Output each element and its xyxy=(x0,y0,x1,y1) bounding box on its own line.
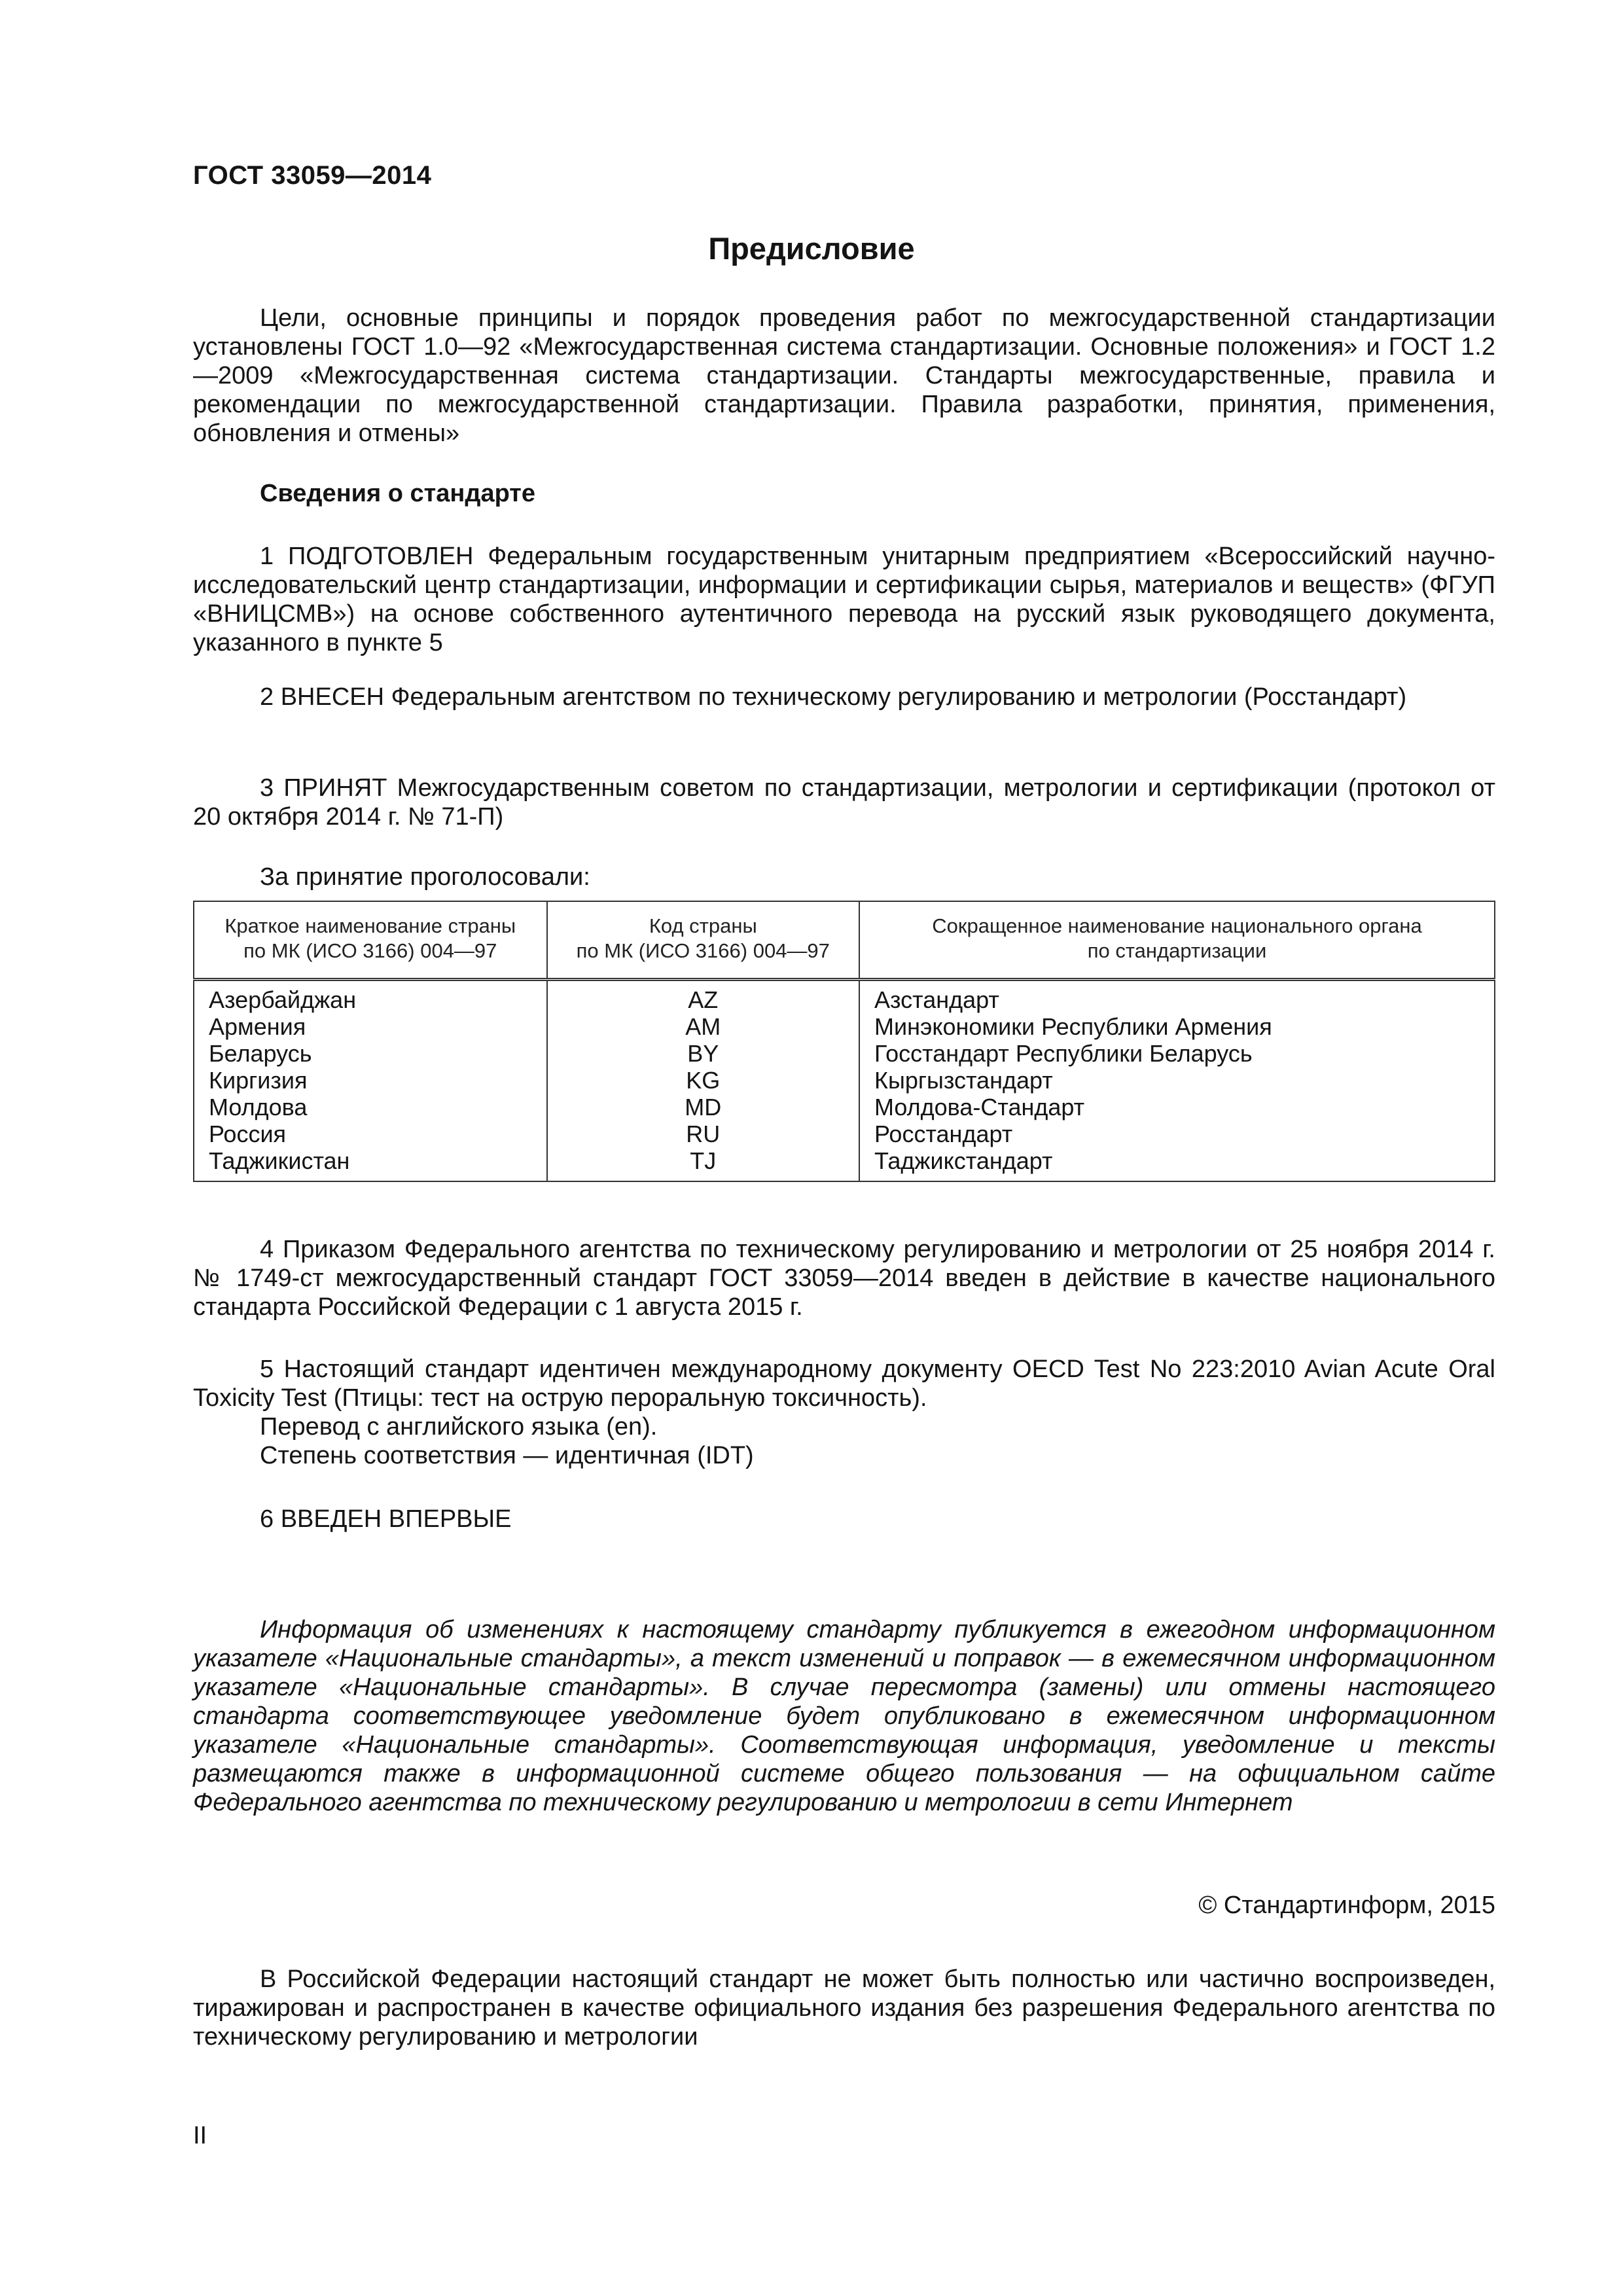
national-body-cell: Росстандарт xyxy=(859,1121,1495,1147)
country-code-cell: MD xyxy=(547,1094,859,1121)
country-cell: Беларусь xyxy=(194,1040,547,1067)
item-5-paragraph: 5 Настоящий стандарт идентичен международному документу OECD Test No 223:2010 Avian Acute Oral Toxicity Test (Птицы: тест на острую пероральную токсичность). xyxy=(193,1355,1495,1412)
table-row xyxy=(194,1094,1495,1121)
country-code-cell: BY xyxy=(547,1040,859,1067)
vote-intro: За принятие проголосовали: xyxy=(260,863,590,891)
table-row xyxy=(194,980,1495,1014)
translation-note: Перевод с английского языка (en). xyxy=(260,1413,658,1441)
column-header-code-line2: по МК (ИСО 3166) 004—97 xyxy=(576,939,830,962)
national-body-cell: Молдова-Стандарт xyxy=(859,1094,1495,1121)
country-code-cell: RU xyxy=(547,1121,859,1147)
item-4-paragraph: 4 Приказом Федерального агентства по техническому регулированию и метрологии от 25 ноября 2014 г. № 1749-ст межгосударственный стандарт ГОСТ 33059—2014 введен в действие в качестве национального стандарта Российской Федерации с 1 августа 2015 г. xyxy=(193,1236,1495,1321)
country-code-cell: AM xyxy=(547,1013,859,1040)
intro-paragraph: Цели, основные принципы и порядок проведения работ по межгосударственной стандартизации установлены ГОСТ 1.0—92 «Межгосударственная система стандартизации. Основные положения» и ГОСТ 1.2—2009 «Межгосударственная система стандартизации. Стандарты межгосударственные, правила и рекомендации по межгосударственной стандартизации. Правила разработки, принятия, применения, обновления и отмены» xyxy=(193,304,1495,447)
legal-notice: В Российской Федерации настоящий стандарт не может быть полностью или частично воспроизведен, тиражирован и распространен в качестве официального издания без разрешения Федерального агентства по техническому регулированию и метрологии xyxy=(193,1965,1495,2051)
column-header-country-line2: по МК (ИСО 3166) 004—97 xyxy=(243,939,497,962)
column-header-code-line1: Код страны xyxy=(649,914,757,937)
table-row xyxy=(194,1040,1495,1067)
country-code-cell: AZ xyxy=(547,980,859,1014)
amendments-info-note: Информация об изменениях к настоящему стандарту публикуется в ежегодном информационном указателе «Национальные стандарты», а текст изменений и поправок — в ежемесячном информационном указателе «Национальные стандарты». В случае пересмотра (замены) или отмены настоящего стандарта соответствующее уведомление будет опубликовано в ежемесячном информационном указателе «Национальные стандарты». Соответствующая информация, уведомление и тексты размещаются также в информационной системе общего пользования — на официальном сайте Федерального агентства по техническому регулированию и метрологии в сети Интернет xyxy=(193,1616,1495,1816)
column-header-code xyxy=(547,901,859,980)
voting-countries-table xyxy=(193,901,1495,1182)
item-2-paragraph: 2 ВНЕСЕН Федеральным агентством по техническому регулированию и метрологии (Росстандарт) xyxy=(260,683,1407,711)
section-heading: Сведения о стандарте xyxy=(260,480,536,507)
table-row xyxy=(194,1067,1495,1094)
national-body-cell: Минэкономики Республики Армения xyxy=(859,1013,1495,1040)
item-6-line: 6 ВВЕДЕН ВПЕРВЫЕ xyxy=(260,1505,512,1533)
national-body-cell: Кыргызстандарт xyxy=(859,1067,1495,1094)
national-body-cell: Таджикстандарт xyxy=(859,1147,1495,1181)
copyright-notice: © Стандартинформ, 2015 xyxy=(1198,1892,1495,1919)
country-cell: Россия xyxy=(194,1121,547,1147)
item-1-paragraph: 1 ПОДГОТОВЛЕН Федеральным государственным унитарным предприятием «Всероссийский научно-исследовательский центр стандартизации, информации и сертификации сырья, материалов и веществ» (ФГУП «ВНИЦСМВ») на основе собственного аутентичного перевода на русский язык руководящего документа, указанного в пункте 5 xyxy=(193,543,1495,656)
national-body-cell: Госстандарт Республики Беларусь xyxy=(859,1040,1495,1067)
table-row xyxy=(194,1013,1495,1040)
national-body-cell: Азстандарт xyxy=(859,980,1495,1014)
column-header-country-line1: Краткое наименование страны xyxy=(224,914,516,937)
country-cell: Азербайджан xyxy=(194,980,547,1014)
country-code-cell: KG xyxy=(547,1067,859,1094)
table-row xyxy=(194,1147,1495,1181)
page-title: Предисловие xyxy=(708,231,915,266)
column-header-country xyxy=(194,901,547,980)
table-row xyxy=(194,1121,1495,1147)
column-header-national-body xyxy=(859,901,1495,980)
column-header-body-line2: по стандартизации xyxy=(1087,939,1267,962)
country-cell: Армения xyxy=(194,1013,547,1040)
item-3-paragraph: 3 ПРИНЯТ Межгосударственным советом по стандартизации, метрологии и сертификации (протокол от 20 октября 2014 г. № 71-П) xyxy=(193,774,1495,831)
document-id-header: ГОСТ 33059—2014 xyxy=(193,161,432,190)
country-cell: Таджикистан xyxy=(194,1147,547,1181)
country-cell: Киргизия xyxy=(194,1067,547,1094)
conformity-degree: Степень соответствия — идентичная (IDT) xyxy=(260,1442,754,1469)
column-header-body-line1: Сокращенное наименование национального органа xyxy=(932,914,1422,937)
page-number: II xyxy=(193,2122,207,2149)
country-code-cell: TJ xyxy=(547,1147,859,1181)
country-cell: Молдова xyxy=(194,1094,547,1121)
table-header-row xyxy=(194,901,1495,980)
